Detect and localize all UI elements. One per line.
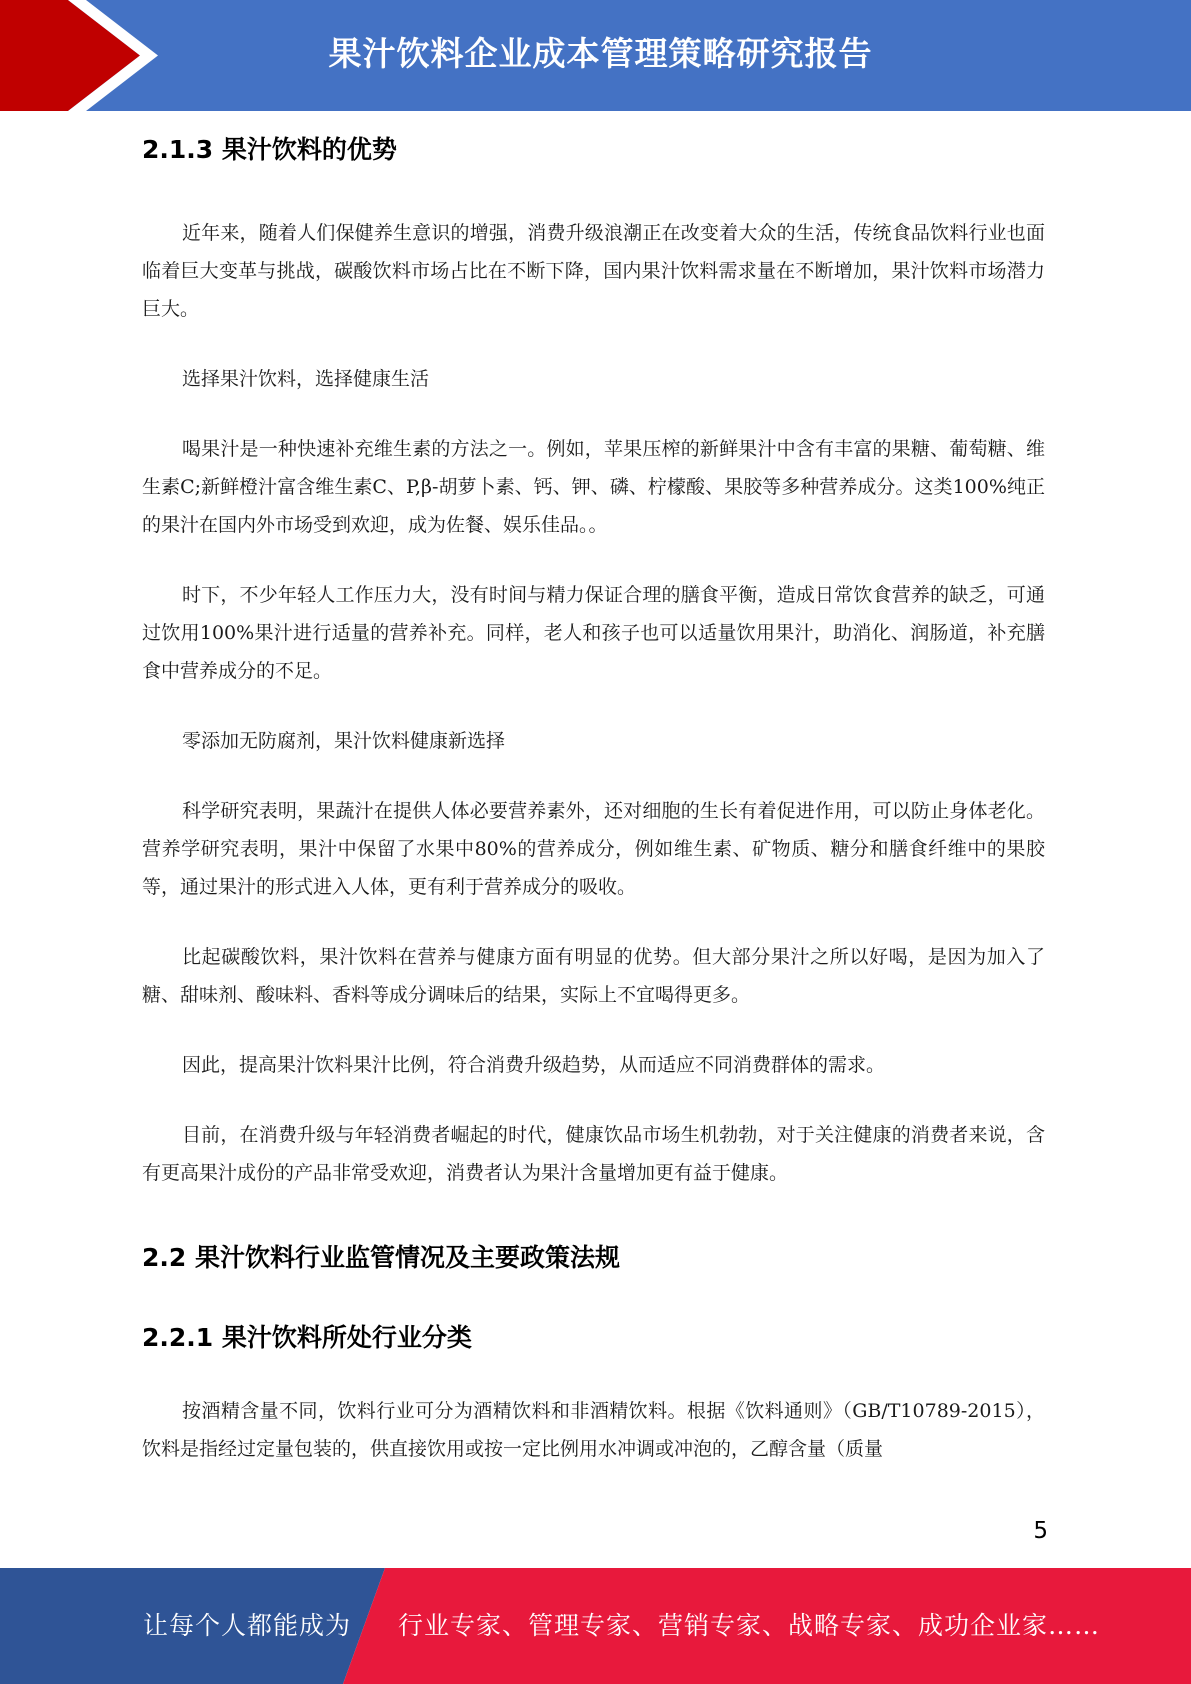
section-heading: 2.1.3 果汁饮料的优势 <box>142 135 397 164</box>
body-paragraph: 因此，提高果汁饮料果汁比例，符合消费升级趋势，从而适应不同消费群体的需求。 <box>182 1054 886 1076</box>
section-heading: 2.2.1 果汁饮料所处行业分类 <box>142 1323 472 1352</box>
body-paragraph: 选择果汁饮料，选择健康生活 <box>182 368 430 390</box>
footer-slogan-left: 让每个人都能成为 <box>143 1611 352 1640</box>
section-heading: 2.2 果汁饮料行业监管情况及主要政策法规 <box>142 1243 620 1272</box>
page-header <box>0 0 1191 111</box>
footer-slogan-right: 行业专家、管理专家、营销专家、战略专家、成功企业家…… <box>398 1611 1101 1640</box>
body-paragraph: 零添加无防腐剂，果汁饮料健康新选择 <box>182 730 506 752</box>
body-paragraph: 比起碳酸饮料，果汁饮料在营养与健康方面有明显的优势。但大部分果汁之所以好喝，是因为加入了糖、甜味剂、酸味料、香料等成分调味后的结果，实际上不宜喝得更多。 <box>142 946 1045 1006</box>
document-body <box>142 124 1045 1468</box>
page-footer <box>0 1568 1191 1684</box>
page-number: 5 <box>1033 1518 1048 1544</box>
body-paragraph: 按酒精含量不同，饮料行业可分为酒精饮料和非酒精饮料。根据《饮料通则》（GB/T10789-2015），饮料是指经过定量包装的，供直接饮用或按一定比例用水冲调或冲泡的，乙醇含量（质量 <box>142 1400 1045 1460</box>
body-paragraph: 科学研究表明，果蔬汁在提供人体必要营养素外，还对细胞的生长有着促进作用，可以防止身体老化。营养学研究表明，果汁中保留了水果中80%的营养成分，例如维生素、矿物质、糖分和膳食纤维中的果胶等，通过果汁的形式进入人体，更有利于营养成分的吸收。 <box>142 800 1045 898</box>
body-paragraph: 喝果汁是一种快速补充维生素的方法之一。例如，苹果压榨的新鲜果汁中含有丰富的果糖、葡萄糖、维生素C;新鲜橙汁富含维生素C、P,β-胡萝卜素、钙、钾、磷、柠檬酸、果胶等多种营养成分。这类100%纯正的果汁在国内外市场受到欢迎，成为佐餐、娱乐佳品。。 <box>142 438 1045 536</box>
report-title: 果汁饮料企业成本管理策略研究报告 <box>328 34 873 73</box>
body-paragraph: 目前，在消费升级与年轻消费者崛起的时代，健康饮品市场生机勃勃，对于关注健康的消费者来说，含有更高果汁成份的产品非常受欢迎，消费者认为果汁含量增加更有益于健康。 <box>142 1124 1045 1184</box>
body-paragraph: 时下，不少年轻人工作压力大，没有时间与精力保证合理的膳食平衡，造成日常饮食营养的缺乏，可通过饮用100%果汁进行适量的营养补充。同样，老人和孩子也可以适量饮用果汁，助消化、润肠道，补充膳食中营养成分的不足。 <box>142 584 1045 682</box>
body-paragraph: 近年来，随着人们保健养生意识的增强，消费升级浪潮正在改变着大众的生活，传统食品饮料行业也面临着巨大变革与挑战，碳酸饮料市场占比在不断下降，国内果汁饮料需求量在不断增加，果汁饮料市场潜力巨大。 <box>142 222 1045 320</box>
